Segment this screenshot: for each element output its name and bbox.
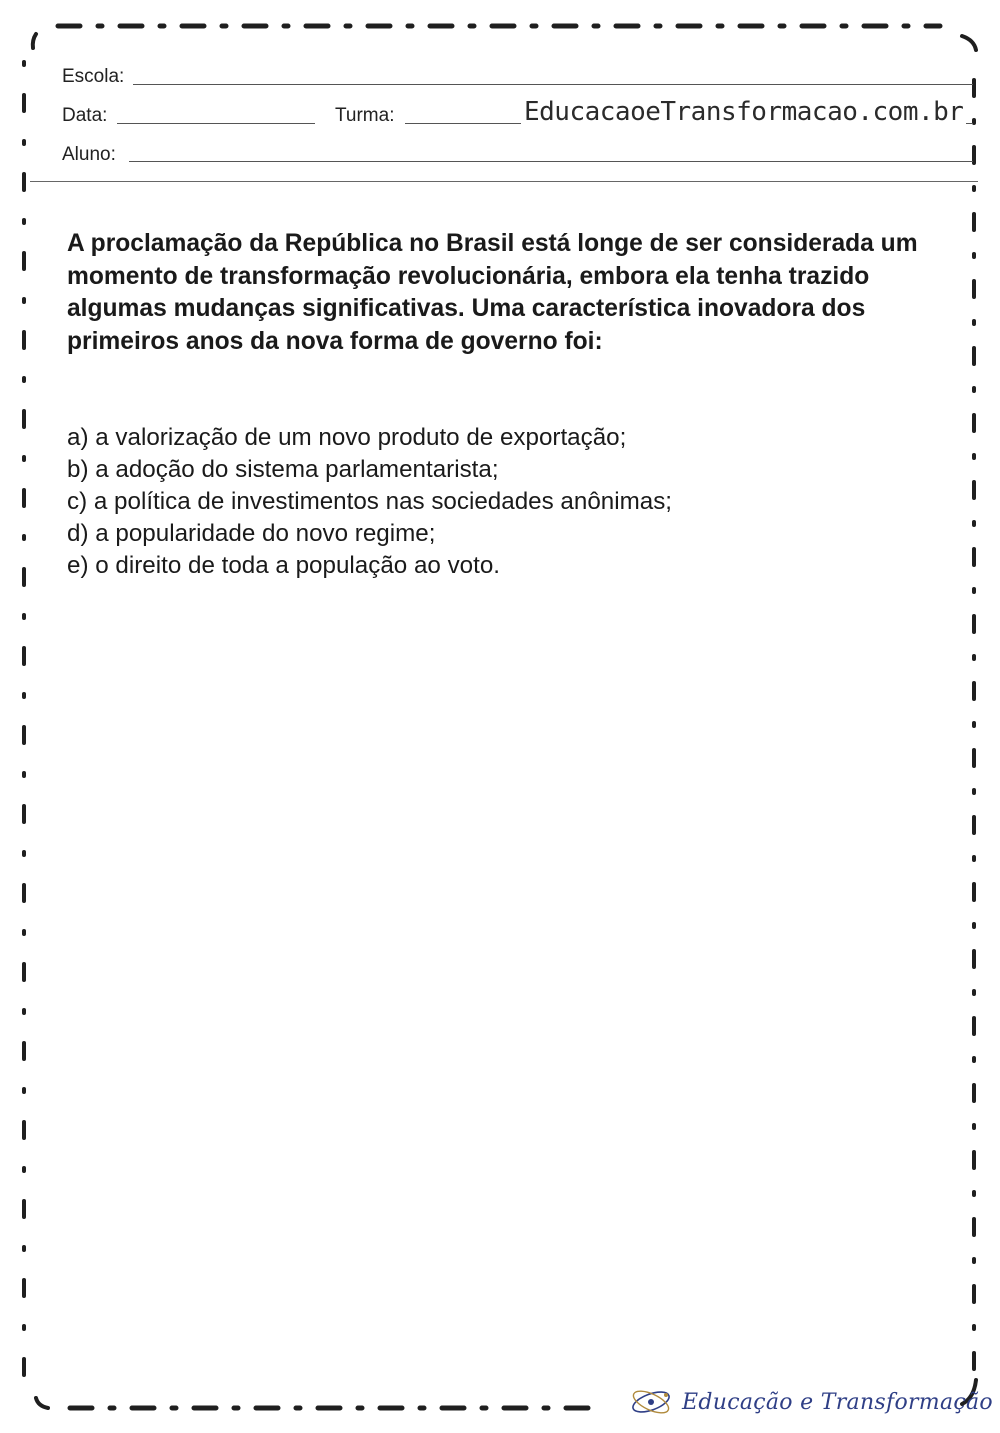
option-a[interactable]: a) a valorização de um novo produto de exportação; [67,424,627,451]
footer-logo [628,1384,993,1420]
escola-input-line[interactable] [133,84,973,85]
option-c[interactable]: c) a política de investimentos nas sociedades anônimas; [67,488,673,515]
answer-options [67,422,672,582]
option-d[interactable]: d) a popularidade do novo regime; [67,520,436,547]
question-text: A proclamação da República no Brasil está longe de ser considerada um momento de transformação revolucionária, embora ela tenha trazido algumas mudanças significativas. Uma característica inovadora dos primeiros anos da nova forma de governo foi: [67,230,918,355]
website-watermark: EducacaoeTransformacao.com.br [521,97,966,127]
data-input-line[interactable] [117,123,315,124]
footer-brand: Educação e Transformação [682,1389,993,1415]
option-e[interactable]: e) o direito de toda a população ao voto. [67,552,501,579]
aluno-label: Aluno: [62,144,116,165]
escola-label: Escola: [62,66,125,87]
turma-label: Turma: [335,105,395,126]
option-b[interactable]: b) a adoção do sistema parlamentarista; [67,456,499,483]
header-divider [30,181,978,182]
atom-orbit-icon [628,1384,674,1420]
data-label: Data: [62,105,108,126]
aluno-input-line[interactable] [129,161,973,162]
